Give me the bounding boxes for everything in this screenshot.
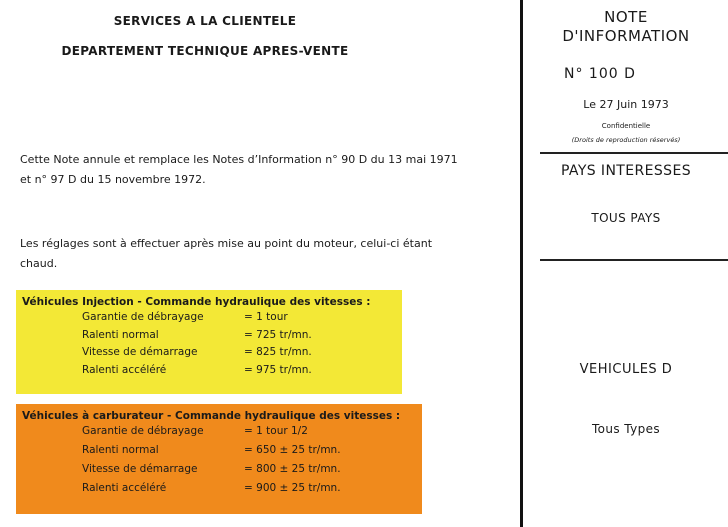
row-label: Ralenti accéléré (82, 482, 167, 494)
row-label: Ralenti accéléré (82, 363, 167, 376)
vehicules-value: Tous Types (591, 422, 661, 436)
table-row (22, 328, 396, 346)
note-number: N° 100 D (564, 66, 636, 82)
row-label: Vitesse de démarrage (82, 463, 198, 475)
row-label: Garantie de débrayage (82, 311, 204, 323)
row-label: Garantie de débrayage (82, 425, 204, 437)
row-label: Ralenti normal (82, 444, 159, 456)
row-value: = 1 tour (244, 311, 288, 323)
row-value: = 825 tr/mn. (244, 346, 312, 358)
pays-value: TOUS PAYS (591, 211, 661, 225)
paragraph-reglages: Les réglages sont à effectuer après mise au point du moteur, celui-ci étant chaud. (20, 237, 433, 270)
injection-box (16, 290, 402, 394)
injection-title: Véhicules Injection - Commande hydraulique des vitesses : (22, 296, 371, 308)
confidential-label: Confidentielle (601, 122, 651, 130)
table-row (22, 310, 396, 328)
divider (540, 259, 728, 261)
paragraph-annule: Cette Note annule et remplace les Notes d’Information n° 90 D du 13 mai 1971 et n° 97 D du 15 novembre 1972. (20, 153, 458, 186)
vehicules-heading: VEHICULES D (579, 362, 673, 377)
header-services: SERVICES A LA CLIENTELE (113, 14, 297, 28)
table-row (22, 424, 416, 443)
column-divider (520, 0, 523, 527)
divider (540, 152, 728, 154)
pays-heading: PAYS INTERESSES (560, 163, 691, 179)
row-value: = 725 tr/mn. (244, 328, 312, 341)
row-value: = 900 ± 25 tr/mn. (244, 482, 341, 494)
row-value: = 650 ± 25 tr/mn. (244, 444, 341, 456)
carburateur-title: Véhicules à carburateur - Commande hydraulique des vitesses : (22, 410, 401, 422)
note-title-line2: D'INFORMATION (562, 27, 690, 45)
row-value: = 975 tr/mn. (244, 363, 312, 376)
note-title-line1: NOTE (604, 8, 648, 26)
table-row (22, 443, 416, 462)
row-value: = 800 ± 25 tr/mn. (244, 463, 341, 475)
header-departement: DEPARTEMENT TECHNIQUE APRES-VENTE (61, 44, 349, 58)
note-date: Le 27 Juin 1973 (583, 98, 669, 111)
row-label: Ralenti normal (82, 328, 159, 341)
row-label: Vitesse de démarrage (82, 346, 198, 358)
table-row (22, 345, 396, 363)
table-row (22, 363, 396, 381)
carburateur-box (16, 404, 422, 514)
info-sidebar (524, 0, 728, 527)
rights-label: (Droits de reproduction réservés) (571, 136, 681, 144)
note-title (524, 8, 728, 46)
row-value: = 1 tour 1/2 (244, 425, 308, 437)
table-row (22, 462, 416, 481)
table-row (22, 481, 416, 500)
